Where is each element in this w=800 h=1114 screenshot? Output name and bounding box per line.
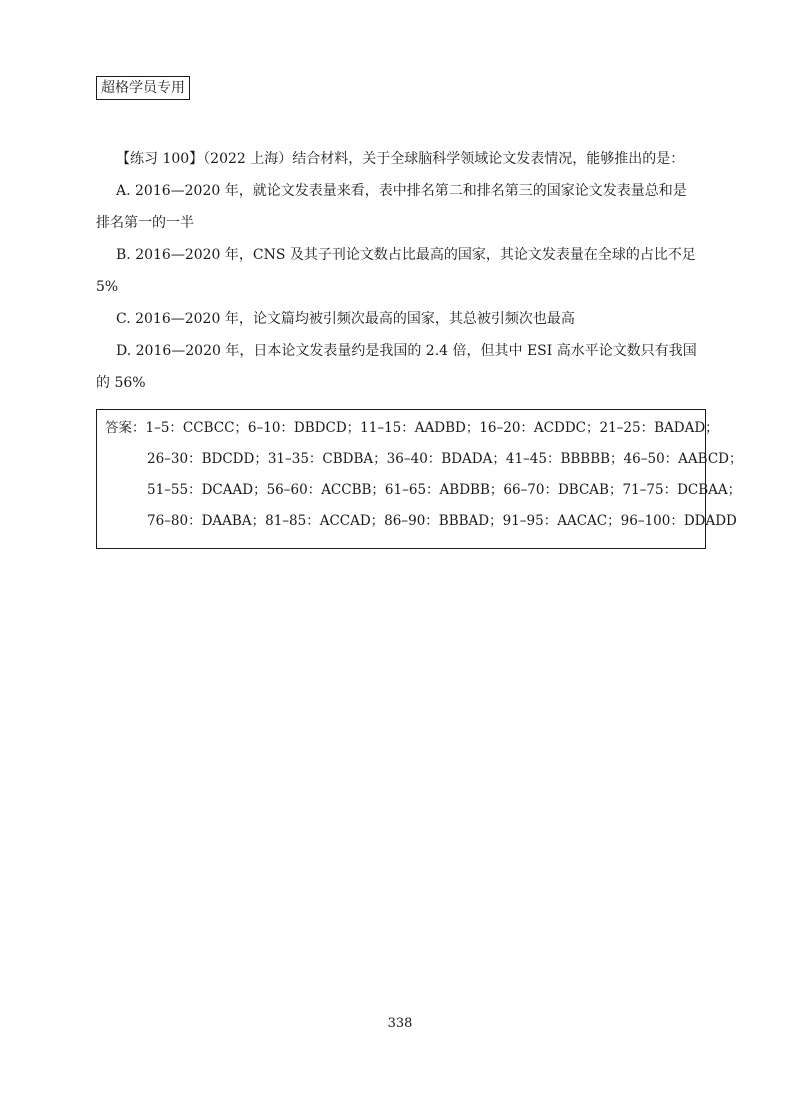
student-only-label: 超格学员专用 [96,76,190,100]
answer-key-line-3: 51–55：DCAAD；56–60：ACCBB；61–65：ABDBB；66–70：DBCAB；71–75：DCBAA； [147,482,742,498]
page-number: 338 [387,1016,413,1031]
option-c-line-1: C. 2016—2020 年，论文篇均被引频次最高的国家，其总被引频次也最高 [116,311,575,327]
option-b-line-2: 5% [96,279,119,295]
option-d-line-2: 的 56% [96,375,146,391]
exercise-question [96,143,706,399]
option-b-line-1: B. 2016—2020 年，CNS 及其子刊论文数占比最高的国家，其论文发表量在全球的占比不足 [116,247,696,263]
option-a-line-2: 排名第一的一半 [96,215,194,231]
answer-key-line-1: 答案：1–5：CCBCC；6–10：DBDCD；11–15：AADBD；16–20：ACDDC；21–25：BADAD； [105,420,719,436]
question-stem: 【练习 100】（2022 上海）结合材料，关于全球脑科学领域论文发表情况，能够推出的是： [116,151,685,167]
option-a-line-1: A. 2016—2020 年，就论文发表量来看，表中排名第二和排名第三的国家论文发表量总和是 [116,183,687,199]
option-d-line-1: D. 2016—2020 年，日本论文发表量约是我国的 2.4 倍，但其中 ESI 高水平论文数只有我国 [116,343,697,359]
answer-key-line-4: 76–80：DAABA；81–85：ACCAD；86–90：BBBAD；91–95：AACAC；96–100：DDADD [147,513,737,529]
answer-key-line-2: 26–30：BDCDD；31–35：CBDBA；36–40：BDADA；41–45：BBBBB；46–50：AABCD； [147,451,743,467]
answer-key-box [96,409,743,549]
